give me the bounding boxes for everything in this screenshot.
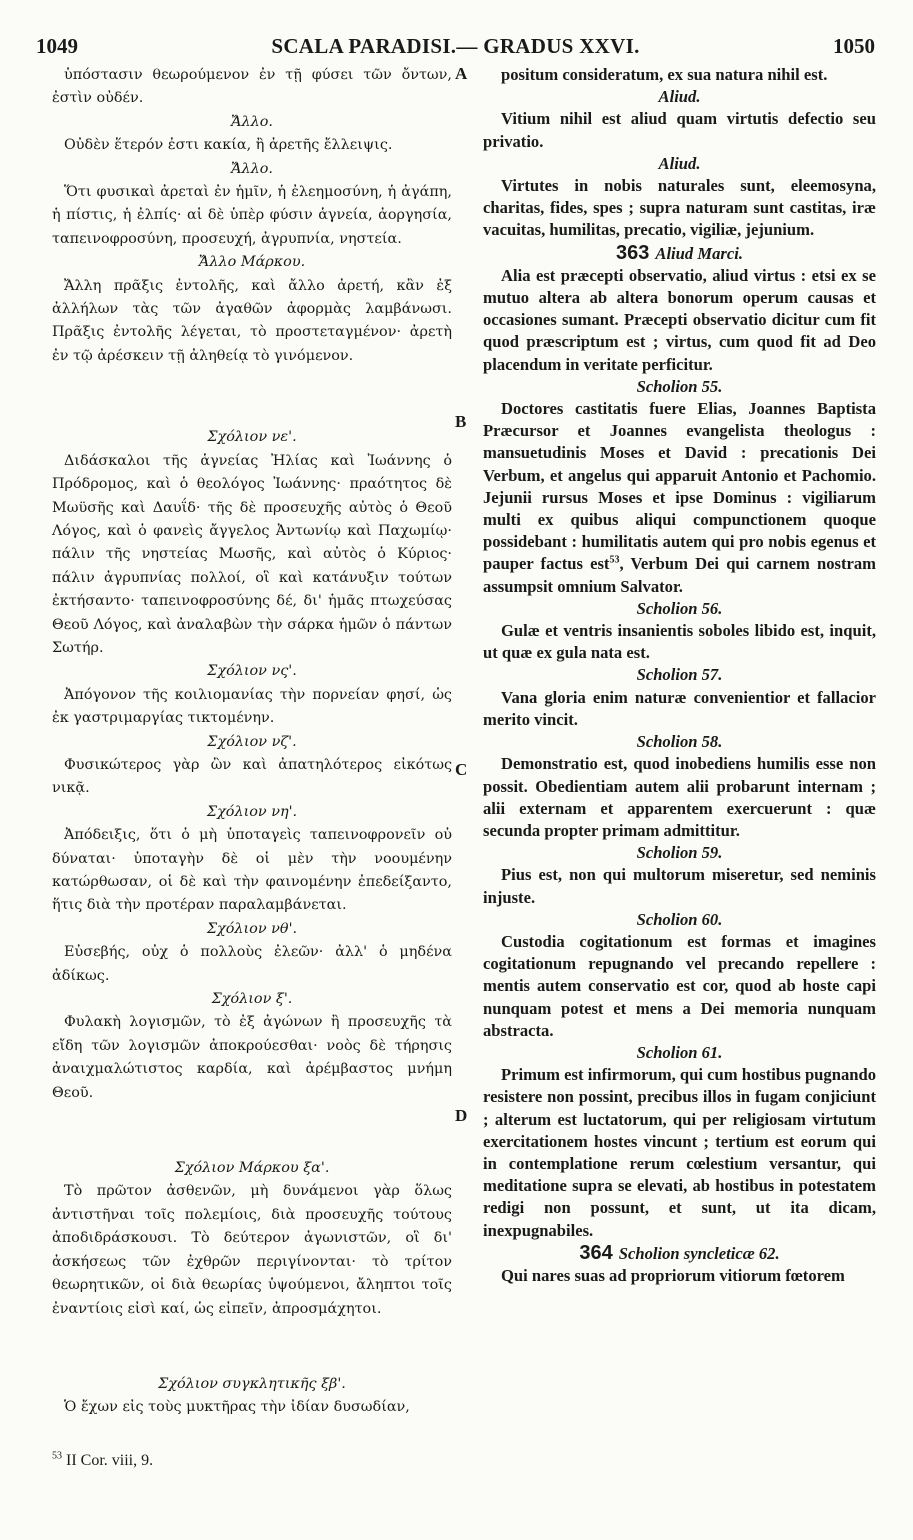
- page-number-right: 1050: [833, 34, 875, 58]
- page-number-left: 1049: [36, 34, 78, 58]
- greek-heading: Ἄλλο.: [230, 160, 274, 177]
- footnote: [52, 1452, 153, 1470]
- latin-paragraph: Qui nares suas ad propriorum vitiorum fœtorem: [501, 1265, 845, 1285]
- latin-heading: Scholion 61.: [636, 1042, 723, 1062]
- heading-text: Scholion syncleticæ 62.: [618, 1243, 780, 1263]
- column-number: 364: [579, 1241, 613, 1264]
- latin-heading: Scholion 57.: [636, 665, 723, 685]
- latin-heading: Aliud.: [658, 153, 701, 173]
- greek-paragraph: ὑπόστασιν θεωρούμενον ἐν τῇ φύσει τῶν ὄντων, ἐστὶν οὐδέν.: [52, 67, 452, 107]
- greek-paragraph: Οὐδὲν ἕτερόν ἐστι κακία, ἢ ἀρετῆς ἔλλειψις.: [64, 137, 393, 154]
- latin-paragraph: Vana gloria enim naturæ convenientior et fallacior merito vincit.: [483, 687, 876, 729]
- latin-heading: Aliud.: [658, 87, 701, 107]
- footnote-ref: 53: [609, 554, 620, 566]
- greek-paragraph: Ἄλλη πρᾶξις ἐντολῆς, καὶ ἄλλο ἀρετή, κἂν ἐξ ἀλλήλων τὰς τῶν ἀγαθῶν ἀφορμὰς λαμβάνωσι. Πρᾶξις ἐντολῆς λέγεται, τὸ προστεταγμένον· ἀρετὴ ἐν τῷ ἀρέσκειν τῇ ἀληθείᾳ τὸ γινόμενον.: [52, 277, 452, 364]
- latin-paragraph: Demonstratio est, quod inobediens humilis esse non possit. Obedientiam autem alii probarunt internam ; alii externam et apparentem exercuerunt : quæ secunda propter primam admittitur.: [483, 754, 876, 840]
- margin-marker-b: B: [455, 412, 467, 431]
- latin-heading: Scholion 60.: [636, 909, 723, 929]
- latin-heading: [483, 242, 876, 265]
- latin-heading: Scholion 58.: [636, 732, 723, 752]
- greek-heading: Σχόλιον ξ'.: [211, 991, 293, 1008]
- greek-paragraph: Εὐσεβής, οὐχ ὁ πολλοὺς ἐλεῶν· ἀλλ' ὁ μηδένα ἀδίκως.: [52, 944, 452, 984]
- greek-paragraph: Ἀπόγονον τῆς κοιλιομανίας τὴν πορνείαν φησί, ὡς ἐκ γαστριμαργίας τικτομένην.: [52, 686, 452, 727]
- latin-paragraph: Custodia cogitationum est formas et imagines cogitationum repugnando vel precando repellere : mentis autem conservatio est cor, quod ab hoste capi nunquam potest et mens a Dei memoria nunquam abstracta.: [483, 931, 876, 1040]
- latin-paragraph: Vitium nihil est aliud quam virtutis defectio seu privatio.: [483, 109, 876, 151]
- latin-heading: Scholion 59.: [636, 843, 723, 863]
- greek-paragraph: Τὸ πρῶτον ἀσθενῶν, μὴ δυνάμενοι γὰρ ὅλως ἀντιστῆναι τοῖς πολεμίοις, διὰ προσευχῆς τούτους ἀποδιδράσκουσι. Τὸ δεύτερον ἀγωνιστῶν, οἳ δι' ἀσκήσεως τῶν ἐχθρῶν περιγίνονται· τὸ τρίτον θεωρητικῶν, οἱ διὰ θεωρίας ὑψούμενοι, ἄληπτοι τοῖς ἐναντίοις εἰσὶ καί, ὡς εἰπεῖν, ἀπροσμάχητοι.: [52, 1183, 452, 1317]
- margin-marker-a: A: [455, 64, 468, 83]
- greek-paragraph: Ἀπόδειξις, ὅτι ὁ μὴ ὑποταγεὶς ταπεινοφρονεῖν οὐ δύναται· ὑποταγὴν δὲ οἱ μὲν τὴν νοουμένην κατώρθωσαν, οἱ δὲ καὶ τὴν φαινομένην ἐπεδείξαντο, ἥτις διὰ τὴν προτέραν παραλαμβάνεται.: [52, 827, 452, 914]
- latin-paragraph: Primum est infirmorum, qui cum hostibus pugnando resistere non possint, precibus illos in fugam conjiciunt ; alterum est luctatorum, qui per religiosam virtutum exercitationem hostes vincunt ; tertium est eorum qui in contemplatione rerum cœlestium versantur, qui meditatione supra se elevati, ab hostibus in potestatem redigi non possunt, et sunt, ut ita dicam, inexpugnabiles.: [483, 1065, 876, 1240]
- greek-heading: Ἄλλο.: [230, 113, 274, 130]
- greek-heading: Σχόλιον Μάρκου ξα'.: [174, 1160, 330, 1177]
- paragraph-text: , Verbum Dei qui carnem nostram assumpsit omnium Salvator.: [483, 554, 876, 596]
- running-title: SCALA PARADISI.— GRADUS XXVI.: [271, 34, 640, 58]
- greek-heading: Σχόλιον νθ'.: [206, 920, 298, 937]
- greek-paragraph: Ὅτι φυσικαὶ ἀρεταὶ ἐν ἡμῖν, ἡ ἐλεημοσύνη, ἡ ἀγάπη, ἡ πίστις, ἡ ἐλπίς· αἱ δὲ ὑπὲρ φύσιν ἁγνεία, ἀοργησία, ταπεινοφροσύνη, προσευχή, ἀγρυπνία, νηστεία.: [52, 184, 452, 247]
- latin-heading: [483, 1242, 876, 1265]
- latin-paragraph: Pius est, non qui multorum miseretur, sed neminis injuste.: [483, 865, 876, 907]
- greek-column: [52, 64, 452, 1420]
- greek-heading: Σχόλιον νε'.: [207, 429, 297, 446]
- latin-paragraph: Alia est præcepti observatio, aliud virtus : etsi ex se mutuo altera ab altera bonorum operum causas et occasiones sumant. Præcepti observatio dicitur cum fit quod præscriptum est ; virtus, cum quod fit ad Deo placendum in veritate perficitur.: [483, 265, 876, 374]
- footnote-number: 53: [52, 1450, 62, 1462]
- latin-paragraph: positum consideratum, ex sua natura nihil est.: [501, 65, 828, 84]
- greek-heading: Ἄλλο Μάρκου.: [198, 254, 306, 271]
- margin-marker-c: C: [455, 760, 468, 779]
- greek-heading: Σχόλιον νς'.: [207, 663, 297, 680]
- latin-paragraph: Gulæ et ventris insanientis soboles libido est, inquit, ut quæ ex gula nata est.: [483, 621, 876, 663]
- greek-paragraph: Ὁ ἔχων εἰς τοὺς μυκτῆρας τὴν ἰδίαν δυσωδίαν,: [64, 1399, 410, 1416]
- latin-heading: Scholion 56.: [636, 598, 723, 618]
- latin-paragraph: [483, 398, 876, 598]
- greek-paragraph: Διδάσκαλοι τῆς ἁγνείας Ἠλίας καὶ Ἰωάννης ὁ Πρόδρομος, καὶ ὁ θεολόγος Ἰωάννης· πραότητος δὲ Μωϋσῆς καὶ Δαυΐδ· τῆς δὲ προσευχῆς αὐτὸς ὁ Θεοῦ Λόγος, καὶ ὁ φανεὶς ἄγγελος Ἀντωνίῳ καὶ Παχωμίῳ· πάλιν τῆς νηστείας Μωσῆς, καὶ αὐτὸς ὁ Κύριος· πάλιν ἀγρυπνίας πολλοί, οἳ καὶ κατάνυξιν τούτων ἐκτήσαντο· ταπεινοφροσύνης δέ, δι' ἡμᾶς πτωχεύσας Θεοῦ Λόγος, καὶ ἀναλαβὼν τὴν σάρκα ἡμῶν ὁ πάντων Σωτήρ.: [52, 452, 452, 656]
- footnote-text: II Cor. viii, 9.: [66, 1452, 154, 1469]
- greek-heading: Σχόλιον νη'.: [206, 803, 298, 820]
- greek-heading: Σχόλιον νζ'.: [207, 733, 297, 750]
- latin-paragraph: Virtutes in nobis naturales sunt, eleemosyna, charitas, fides, spes ; supra naturam sunt castitas, iræ vacuitas, humilitas, precatio, vigiliæ, jejunium.: [483, 176, 876, 240]
- paragraph-text: Doctores castitatis fuere Elias, Joannes Baptista Præcursor et Joannes evangelista theologus : mansuetudinis Moses et David : precationis Dei Verbum, et angelus qui apparuit Antonio et Pachomio. Jejunii rursus Moses et ipse Dominus : vigiliarum multi ex quibus aliqui compunctionem quoque possidebant : humilitatis autem qui pro nobis egenus et pauper factus est: [483, 399, 876, 574]
- heading-text: Aliud Marci.: [655, 243, 743, 263]
- greek-heading: Σχόλιον συγκλητικῆς ξβ'.: [158, 1375, 346, 1392]
- latin-column: [483, 64, 876, 1287]
- latin-heading: Scholion 55.: [636, 376, 723, 396]
- greek-paragraph: Φυλακὴ λογισμῶν, τὸ ἐξ ἀγώνων ἢ προσευχῆς τὰ εἴδη τῶν λογισμῶν ἀποκρούεσθαι· νοὸς δὲ τήρησις ἀναιχμαλώτιστος καρδία, καὶ ἀρέμβαστος μνήμη Θεοῦ.: [52, 1014, 452, 1101]
- greek-paragraph: Φυσικώτερος γὰρ ὢν καὶ ἀπατηλότερος εἰκότως νικᾷ.: [52, 756, 452, 797]
- page-header: [36, 34, 875, 62]
- column-number: 363: [616, 241, 650, 264]
- margin-marker-d: D: [455, 1106, 468, 1125]
